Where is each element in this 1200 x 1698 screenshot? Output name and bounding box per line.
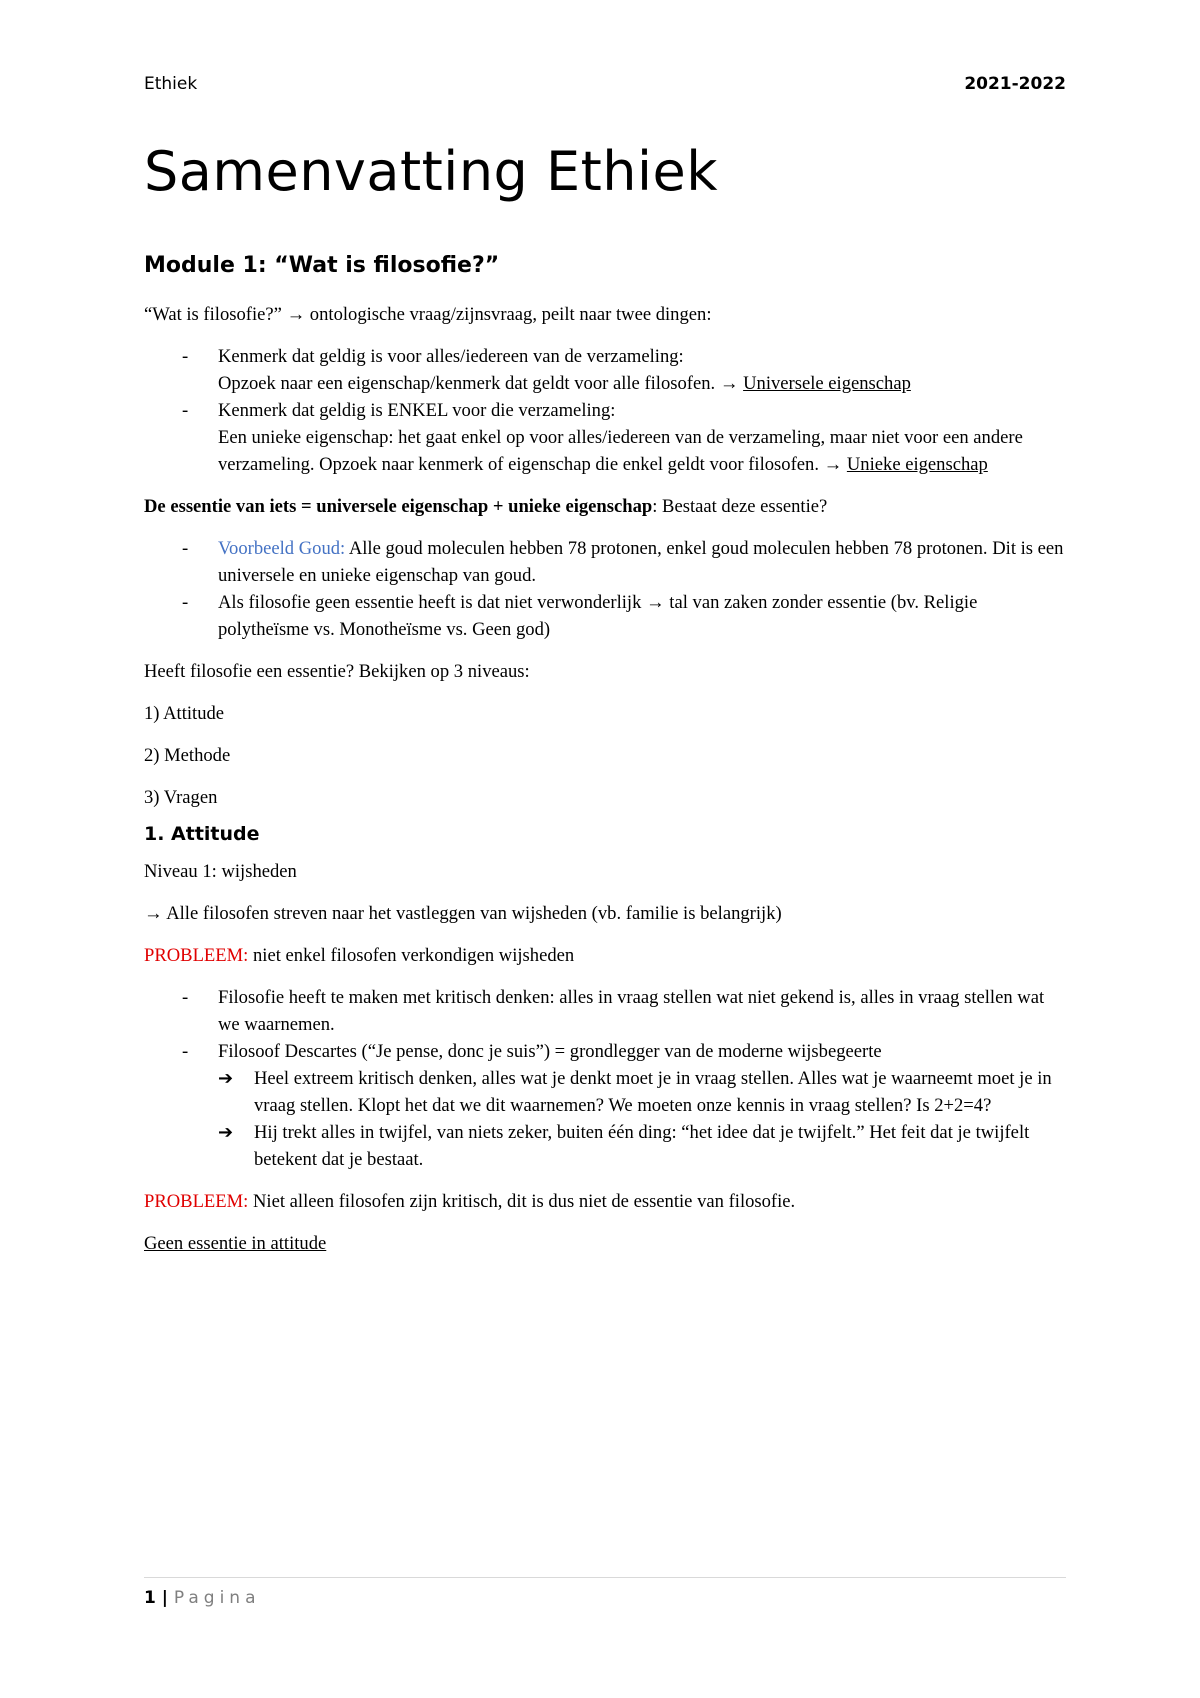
list-item-text: Een unieke eigenschap: het gaat enkel op voor alles/iedereen van de verzameling, maar niet voor een andere verzameling. Opzoek naar kenmerk of eigenschap die enkel geldt voor filosofen. [218,427,1023,475]
arrow-paragraph [144,900,1066,927]
arrow-icon: → [646,592,665,613]
arrow-icon: → [286,304,306,325]
problem-text: Niet alleen filosofen zijn kritisch, dit is dus niet de essentie van filosofie. [248,1191,796,1212]
list-item [144,535,1066,589]
page-footer [144,1588,261,1608]
list-item-text: Opzoek naar een eigenschap/kenmerk dat geldt voor alle filosofen. [218,373,720,394]
levels-question: Heeft filosofie een essentie? Bekijken op 3 niveaus: [144,661,530,682]
arrow-paragraph-text: Alle filosofen streven naar het vastleggen van wijsheden (vb. familie is belangrijk) [162,903,782,924]
page-number: 1 [144,1588,156,1608]
intro-lead: “Wat is filosofie?” [144,304,287,325]
arrow-icon: → [823,454,843,475]
essence-definition: De essentie van iets = universele eigenschap + unieke eigenschap [144,496,653,517]
essence-question: : Bestaat deze essentie? [652,496,828,517]
problem-paragraph [144,942,1066,969]
document-body [144,252,1066,1272]
footer-separator: | [155,1588,174,1608]
list-item-text: tal van zaken zonder essentie (bv. Religie polytheïsme vs. Monotheïsme vs. Geen god) [218,592,978,640]
document-title: Samenvatting Ethiek [144,140,718,203]
sub-list-item: ➔ Hij trekt alles in twijfel, van niets zeker, buiten één ding: “het idee dat je twijfelt.” Het feit dat je twijfelt betekent dat je bestaat. [218,1119,1066,1173]
list-item-text: Alle goud moleculen hebben 78 protonen, enkel goud moleculen hebben 78 protonen. Dit is een universele en unieke eigenschap van goud. [218,538,1064,586]
critical-thinking-list [144,984,1066,1173]
descartes-sublist [218,1065,1066,1173]
list-item [144,343,1066,397]
list-item-text: Kenmerk dat geldig is ENKEL voor die verzameling: [218,400,616,421]
intro-rest: ontologische vraag/zijnsvraag, peilt naar twee dingen: [305,304,712,325]
example-label: Voorbeeld Goud: [218,538,346,559]
essence-paragraph [144,493,1066,520]
header-course: Ethiek [144,74,198,94]
problem-label: PROBLEEM: [144,1191,249,1212]
list-item-text: Als filosofie geen essentie heeft is dat niet verwonderlijk [218,592,647,613]
intro-paragraph [144,301,1066,328]
sub-list-item: ➔ Heel extreem kritisch denken, alles wat je denkt moet je in vraag stellen. Alles wat je waarneemt moet je in vraag stellen. Klopt het dat we dit waarnemen? We moeten onze kennis in vraag stellen? Is 2+2=4? [218,1065,1066,1119]
level-item: 3) Vragen [144,787,218,808]
problem-paragraph [144,1188,1066,1215]
header-year: 2021-2022 [964,74,1066,94]
list-item [144,589,1066,643]
problem-text: niet enkel filosofen verkondigen wijsheden [248,945,575,966]
list-item [144,1038,1066,1173]
example-list [144,535,1066,643]
list-item-text: Kenmerk dat geldig is voor alles/iedereen van de verzameling: [218,346,684,367]
arrow-icon: → [719,373,739,394]
list-item-text: Filosoof Descartes (“Je pense, donc je suis”) = grondlegger van de moderne wijsbegeerte [218,1041,882,1062]
module-heading: Module 1: “Wat is filosofie?” [144,253,500,278]
level-item: 1) Attitude [144,703,225,724]
footer-divider [144,1577,1066,1578]
page-label: Pagina [173,1588,261,1608]
universal-property-term: Universele eigenschap [743,373,911,394]
conclusion-line: Geen essentie in attitude [144,1233,327,1254]
problem-label: PROBLEEM: [144,945,249,966]
niveau-line: Niveau 1: wijsheden [144,861,297,882]
property-list [144,343,1066,478]
section-heading: 1. Attitude [144,823,260,845]
arrow-icon: → [144,903,163,924]
list-item [144,397,1066,478]
level-item: 2) Methode [144,745,231,766]
unique-property-term: Unieke eigenschap [846,454,988,475]
list-item: - Filosofie heeft te maken met kritisch denken: alles in vraag stellen wat niet gekend is, alles in vraag stellen wat we waarnemen. [144,984,1066,1038]
